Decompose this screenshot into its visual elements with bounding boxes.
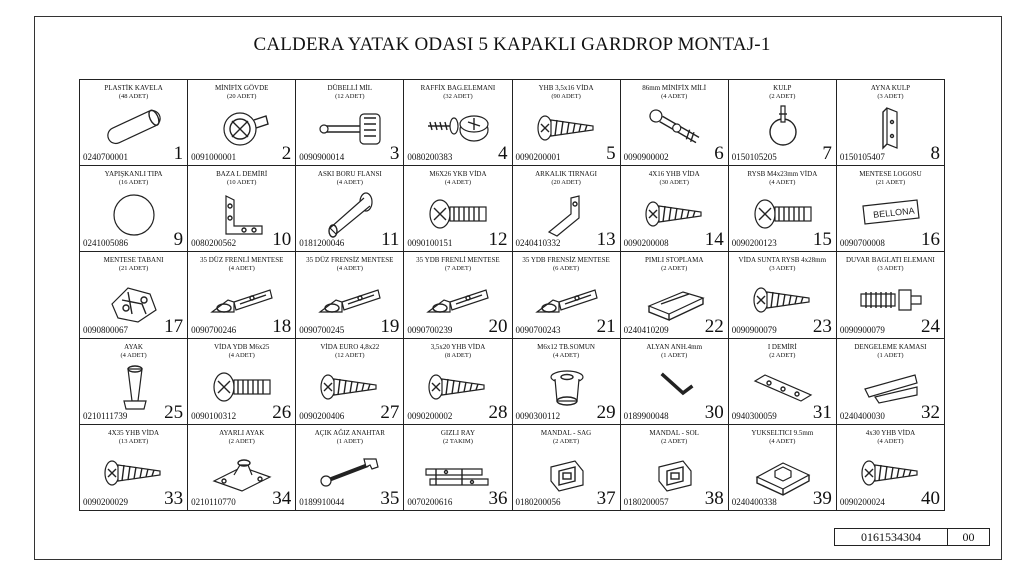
part-quantity: (2 ADET) <box>769 93 796 100</box>
part-number: 29 <box>596 401 616 423</box>
part-cell <box>404 166 512 252</box>
part-number: 30 <box>704 401 724 423</box>
logo-plate-icon <box>855 188 927 238</box>
svg-text:BELLONA: BELLONA <box>872 205 915 221</box>
part-number: 12 <box>488 229 508 251</box>
part-name: AÇIK AĞIZ ANAHTAR <box>314 428 385 437</box>
part-code: 0240400338 <box>731 496 777 507</box>
part-number: 16 <box>921 229 940 251</box>
part-number: 26 <box>272 401 292 423</box>
part-cell <box>188 80 296 166</box>
part-name: 4x30 YHB VİDA <box>865 428 916 437</box>
part-cell <box>729 166 837 252</box>
part-cell <box>296 80 404 166</box>
part-code: 0180200056 <box>515 496 561 507</box>
part-cell <box>513 166 621 252</box>
part-cell <box>729 425 837 511</box>
part-quantity: (2 TAKIM) <box>443 437 473 445</box>
part-code: 0090900079 <box>839 324 885 335</box>
part-number: 7 <box>822 143 832 165</box>
rail-flange-icon <box>314 188 386 238</box>
part-name: YUKSELTICI 9.5mm <box>751 428 814 437</box>
part-number: 6 <box>714 143 724 165</box>
part-cell <box>404 80 512 166</box>
part-name: M6x12 TB.SOMUN <box>537 342 595 351</box>
part-code: 0090200024 <box>839 496 885 507</box>
part-quantity: (3 ADET) <box>769 265 796 273</box>
part-name: AYAK <box>124 342 143 351</box>
part-name: MANDAL - SAG <box>540 428 592 437</box>
stopper-icon <box>639 274 711 324</box>
part-name: DENGELEME KAMASI <box>854 342 927 351</box>
part-number: 9 <box>173 229 184 251</box>
part-quantity: (4 ADET) <box>228 351 255 359</box>
part-cell <box>296 166 404 252</box>
part-name: MENTESE LOGOSU <box>859 170 922 179</box>
part-name: BAZA L DEMİRİ <box>216 170 268 179</box>
part-name: I DEMİRİ <box>767 342 797 351</box>
part-number: 32 <box>921 401 940 423</box>
part-name: YHB 3,5x16 VİDA <box>538 84 594 92</box>
part-name: 35 DÜZ FRENLİ MENTESE <box>199 256 284 265</box>
part-quantity: (30 ADET) <box>659 179 689 187</box>
part-cell <box>621 425 729 511</box>
part-cell <box>837 80 945 166</box>
part-cell <box>621 339 729 425</box>
part-number: 15 <box>812 229 832 251</box>
part-number: 33 <box>164 487 184 509</box>
part-number: 14 <box>704 229 724 251</box>
part-quantity: (4 ADET) <box>228 265 255 273</box>
page-title: CALDERA YATAK ODASI 5 KAPAKLI GARDROP MONTAJ-1 <box>253 34 771 55</box>
wedge-icon <box>855 361 927 411</box>
part-cell <box>513 339 621 425</box>
part-code: 0090200406 <box>299 410 345 421</box>
part-code: 0189900048 <box>623 410 669 421</box>
part-code: 0090700243 <box>515 324 561 335</box>
part-name: ALYAN ANH.4mm <box>646 342 703 351</box>
part-cell <box>729 339 837 425</box>
ring-handle-icon <box>747 102 819 152</box>
hinge-icon <box>531 274 603 324</box>
part-quantity: (12 ADET) <box>335 351 365 359</box>
part-name: RYSB M4x23mm VİDA <box>747 170 818 179</box>
part-cell <box>837 425 945 511</box>
raffix-icon <box>422 102 494 152</box>
part-name: YAPIŞKANLI TIPA <box>104 170 163 179</box>
screw-icon <box>639 188 711 238</box>
part-name: VİDA YDB M6x25 <box>214 342 270 351</box>
leg-icon <box>98 361 170 411</box>
part-number: 22 <box>704 315 724 337</box>
part-code: 0150105407 <box>839 152 885 163</box>
part-code: 0090200001 <box>515 152 561 163</box>
part-name: KULP <box>773 84 792 92</box>
part-quantity: (6 ADET) <box>552 265 580 273</box>
machine-screw-icon <box>747 188 819 238</box>
part-quantity: (12 ADET) <box>335 93 365 100</box>
part-number: 37 <box>596 487 616 509</box>
part-quantity: (2 ADET) <box>661 265 688 273</box>
screw-icon <box>422 361 494 411</box>
part-code: 0090200008 <box>623 238 669 249</box>
part-name: PIMLI STOPLAMA <box>644 256 704 265</box>
part-quantity: (48 ADET) <box>118 93 149 100</box>
part-code: 0080200562 <box>191 238 237 249</box>
part-number: 18 <box>272 315 292 337</box>
part-number: 5 <box>606 143 616 165</box>
part-name: 86mm MİNİFİX MİLİ <box>642 84 707 92</box>
part-quantity: (90 ADET) <box>551 93 581 100</box>
sticker-cap-icon <box>98 188 170 238</box>
part-cell <box>188 339 296 425</box>
part-cell <box>621 252 729 338</box>
part-cell <box>296 339 404 425</box>
part-number: 8 <box>930 143 940 165</box>
hinge-icon <box>314 274 386 324</box>
parts-grid <box>79 79 945 511</box>
part-name: DÜBELLİ MİL <box>327 84 373 92</box>
part-code: 0090200002 <box>407 410 453 421</box>
part-number: 39 <box>812 487 832 509</box>
part-number: 34 <box>272 487 292 509</box>
part-code: 0150105205 <box>731 152 777 163</box>
part-cell <box>404 425 512 511</box>
part-name: MENTESE TABANI <box>103 256 164 265</box>
adjustable-foot-icon <box>206 447 278 497</box>
part-code: 0091000001 <box>191 152 237 163</box>
part-code: 0180200057 <box>623 496 669 507</box>
part-number: 2 <box>281 143 292 165</box>
part-cell <box>729 252 837 338</box>
part-code: 0240700001 <box>83 152 128 163</box>
cam-lock-icon <box>206 102 278 152</box>
part-quantity: (21 ADET) <box>118 265 149 273</box>
part-name: DUVAR BAGLATI ELEMANI <box>845 256 935 265</box>
part-code: 0090900002 <box>623 152 669 163</box>
mirror-handle-icon <box>855 102 927 152</box>
part-number: 25 <box>164 401 184 423</box>
part-number: 27 <box>380 401 400 423</box>
part-name: AYARLI AYAK <box>219 428 265 437</box>
part-number: 3 <box>389 143 400 165</box>
part-name: PLASTİK KAVELA <box>104 84 163 92</box>
slide-rail-icon <box>422 447 494 497</box>
revision-number: 00 <box>947 528 990 546</box>
part-cell <box>80 425 188 511</box>
part-code: 0181200046 <box>299 238 345 249</box>
part-name: ASKI BORU FLANSI <box>317 170 382 179</box>
machine-screw-icon <box>206 361 278 411</box>
part-quantity: (4 ADET) <box>552 351 580 359</box>
wrench-icon <box>314 447 386 497</box>
part-quantity: (4 ADET) <box>444 179 472 187</box>
part-quantity: (4 ADET) <box>336 179 363 187</box>
part-code: 0210110770 <box>191 496 236 507</box>
part-number: 20 <box>488 315 508 337</box>
machine-screw-icon <box>422 188 494 238</box>
part-code: 0189910044 <box>299 496 345 507</box>
part-name: 35 YDB FRENLİ MENTESE <box>416 256 500 265</box>
screw-icon <box>98 447 170 497</box>
part-code: 0090900014 <box>299 152 345 163</box>
latch-icon <box>639 447 711 497</box>
hinge-plate-icon <box>98 274 170 324</box>
part-number: 40 <box>921 487 940 509</box>
part-number: 17 <box>164 315 184 337</box>
part-cell <box>188 166 296 252</box>
part-name: AYNA KULP <box>870 84 911 92</box>
part-quantity: (2 ADET) <box>769 351 796 359</box>
part-code: 0090100151 <box>407 238 453 249</box>
part-cell <box>621 166 729 252</box>
part-quantity: (2 ADET) <box>552 437 580 445</box>
part-code: 0090700245 <box>299 324 345 335</box>
screw-icon <box>531 102 603 152</box>
part-quantity: (4 ADET) <box>120 351 147 359</box>
part-number: 36 <box>488 487 508 509</box>
part-number: 21 <box>596 315 616 337</box>
part-cell <box>188 425 296 511</box>
part-cell <box>404 339 512 425</box>
part-number: 13 <box>596 229 616 251</box>
part-cell <box>729 80 837 166</box>
part-name: 35 DÜZ FRENSİZ MENTESE <box>306 256 394 265</box>
part-code: 0940300059 <box>731 410 777 421</box>
back-clip-icon <box>531 188 603 238</box>
part-code: 0240400030 <box>839 410 885 421</box>
part-quantity: (4 ADET) <box>769 437 796 445</box>
part-code: 0210111739 <box>83 410 128 421</box>
part-code: 0070200616 <box>407 496 453 507</box>
part-quantity: (16 ADET) <box>118 179 149 187</box>
part-quantity: (20 ADET) <box>226 93 257 100</box>
part-cell <box>513 80 621 166</box>
part-quantity: (13 ADET) <box>118 437 149 445</box>
dowel-icon <box>98 102 170 152</box>
part-name: RAFFİX BAG.ELEMANI <box>420 84 496 92</box>
part-quantity: (32 ADET) <box>443 93 473 100</box>
part-quantity: (21 ADET) <box>875 179 906 187</box>
part-code: 0241005086 <box>83 238 128 249</box>
part-quantity: (20 ADET) <box>551 179 581 187</box>
part-number: 19 <box>380 315 400 337</box>
part-quantity: (1 ADET) <box>336 437 363 445</box>
part-number: 1 <box>173 143 184 165</box>
part-cell <box>80 252 188 338</box>
hinge-icon <box>206 274 278 324</box>
part-name: MİNİFİX GÖVDE <box>214 84 269 92</box>
screw-icon <box>855 447 927 497</box>
part-quantity: (2 ADET) <box>228 437 255 445</box>
part-code: 0090300112 <box>515 410 561 421</box>
part-quantity: (2 ADET) <box>661 437 688 445</box>
part-code: 0080200383 <box>407 152 453 163</box>
part-quantity: (3 ADET) <box>877 265 904 273</box>
flat-bar-icon <box>747 361 819 411</box>
latch-icon <box>531 447 603 497</box>
part-code: 0090800067 <box>83 324 128 335</box>
part-code: 0090700008 <box>839 238 885 249</box>
part-quantity: (8 ADET) <box>444 351 472 359</box>
hinge-icon <box>422 274 494 324</box>
part-number: 35 <box>380 487 400 509</box>
riser-icon <box>747 447 819 497</box>
part-cell <box>80 80 188 166</box>
part-name: VİDA SUNTA RYSB 4x28mm <box>738 256 827 265</box>
part-code: 0090200123 <box>731 238 777 249</box>
part-name: ARKALIK TIRNAGI <box>535 170 598 179</box>
part-cell <box>80 339 188 425</box>
part-code: 0090200029 <box>83 496 128 507</box>
part-quantity: (4 ADET) <box>336 265 363 273</box>
part-name: 3,5x20 YHB VİDA <box>430 342 486 351</box>
part-cell <box>513 252 621 338</box>
part-name: VİDA EURO 4,8x22 <box>320 342 380 351</box>
part-quantity: (7 ADET) <box>444 265 472 273</box>
wall-anchor-icon <box>855 274 927 324</box>
part-cell <box>621 80 729 166</box>
part-cell <box>837 339 945 425</box>
part-quantity: (1 ADET) <box>661 351 688 359</box>
part-cell <box>837 252 945 338</box>
part-number: 11 <box>381 229 400 251</box>
part-cell <box>404 252 512 338</box>
allen-key-icon <box>639 361 711 411</box>
part-code: 0090700246 <box>191 324 237 335</box>
part-name: 4X35 YHB VİDA <box>108 428 160 437</box>
screw-icon <box>747 274 819 324</box>
part-cell <box>837 166 945 252</box>
part-cell <box>296 252 404 338</box>
part-number: 10 <box>272 229 292 251</box>
part-number: 23 <box>812 315 832 337</box>
part-name: M6X26 YKB VİDA <box>429 170 487 179</box>
part-code: 0240410332 <box>515 238 561 249</box>
minifix-bolt-icon <box>639 102 711 152</box>
part-cell <box>296 425 404 511</box>
part-name: GIZLI RAY <box>440 428 476 437</box>
part-number: 24 <box>921 315 940 337</box>
l-bracket-icon <box>206 188 278 238</box>
nut-icon <box>531 361 603 411</box>
part-name: MANDAL - SOL <box>649 428 699 437</box>
part-cell <box>513 425 621 511</box>
document-code: 0161534304 <box>834 528 948 546</box>
part-quantity: (4 ADET) <box>877 437 904 445</box>
part-cell <box>80 166 188 252</box>
part-quantity: (10 ADET) <box>226 179 257 187</box>
part-number: 38 <box>704 487 724 509</box>
part-name: 4X16 YHB VİDA <box>648 170 700 179</box>
dowel-pin-icon <box>314 102 386 152</box>
part-quantity: (4 ADET) <box>769 179 796 187</box>
part-number: 4 <box>498 143 508 165</box>
part-number: 28 <box>488 401 508 423</box>
part-code: 0090100312 <box>191 410 237 421</box>
part-code: 0240410209 <box>623 324 669 335</box>
part-code: 0090700239 <box>407 324 453 335</box>
part-quantity: (1 ADET) <box>877 351 904 359</box>
part-name: 35 YDB FRENSİZ MENTESE <box>522 256 610 265</box>
screw-icon <box>314 361 386 411</box>
part-quantity: (3 ADET) <box>877 93 904 100</box>
part-code: 0090900079 <box>731 324 777 335</box>
part-quantity: (4 ADET) <box>661 93 688 100</box>
part-number: 31 <box>812 401 832 423</box>
part-cell <box>188 252 296 338</box>
